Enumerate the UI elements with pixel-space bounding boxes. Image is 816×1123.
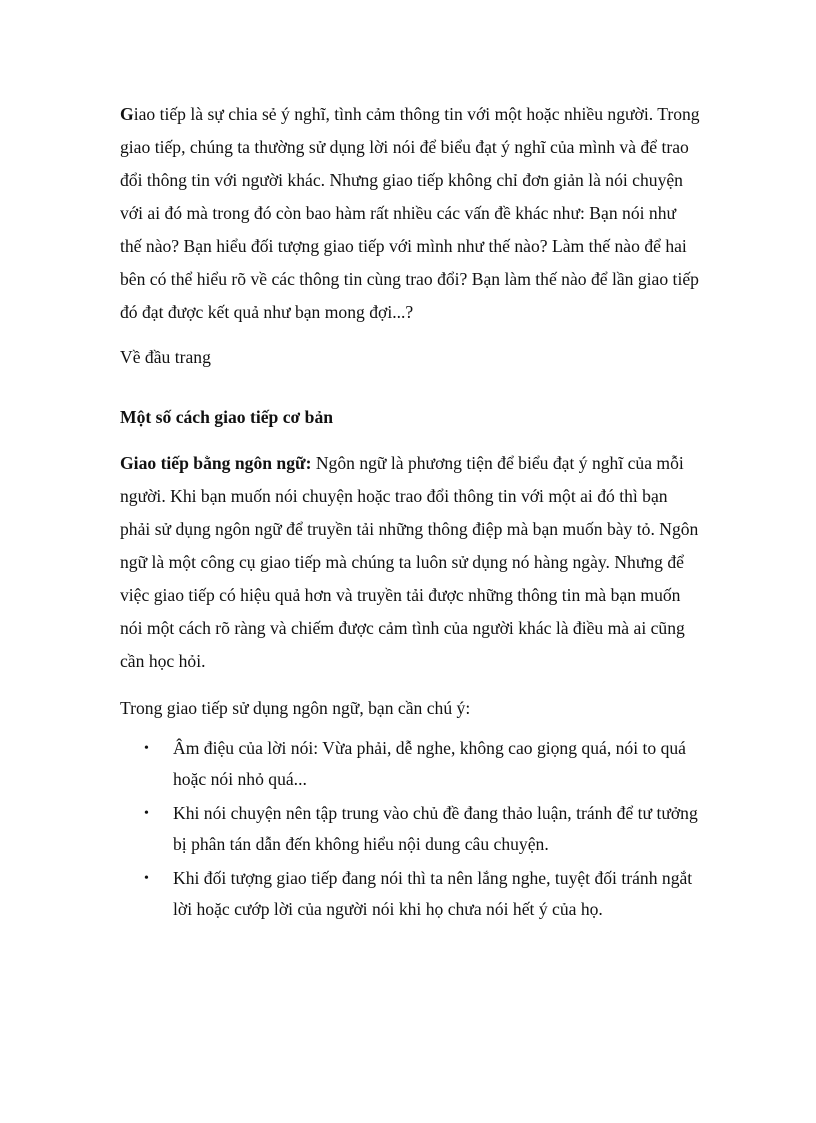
list-item-text: Khi đối tượng giao tiếp đang nói thì ta nên lắng nghe, tuyệt đối tránh ngắt lời hoặc cướp lời của người nói khi họ chưa nói hết ý của họ. <box>173 868 693 919</box>
language-lead: Giao tiếp bằng ngôn ngữ: <box>120 453 312 473</box>
list-item <box>144 863 700 925</box>
intro-first-letter: G <box>120 104 134 124</box>
attention-list <box>120 733 700 925</box>
intro-paragraph <box>120 98 700 329</box>
bullet-icon: • <box>144 741 149 756</box>
back-to-top-link[interactable]: Về đầu trang <box>120 347 211 367</box>
intro-text: iao tiếp là sự chia sẻ ý nghĩ, tình cảm thông tin với một hoặc nhiều người. Trong giao tiếp, chúng ta thường sử dụng lời nói để biểu đạt ý nghĩ của mình và để trao đổi thông tin với người khác. Nhưng giao tiếp không chỉ đơn giản là nói chuyện với ai đó mà trong đó còn bao hàm rất nhiều các vấn đề khác như: Bạn nói như thế nào? Bạn hiểu đối tượng giao tiếp với mình như thế nào? Làm thế nào để hai bên có thể hiểu rõ về các thông tin cùng trao đổi? Bạn làm thế nào để lần giao tiếp đó đạt được kết quả như bạn mong đợi...? <box>120 104 700 322</box>
list-item-text: Âm điệu của lời nói: Vừa phải, dễ nghe, không cao giọng quá, nói to quá hoặc nói nhỏ quá... <box>173 738 686 789</box>
list-item-text: Khi nói chuyện nên tập trung vào chủ đề đang thảo luận, tránh để tư tưởng bị phân tán dẫn đến không hiểu nội dung câu chuyện. <box>173 803 698 854</box>
language-paragraph <box>120 447 700 678</box>
list-item <box>144 798 700 860</box>
document-page <box>120 98 700 928</box>
language-body: Ngôn ngữ là phương tiện để biểu đạt ý nghĩ của mỗi người. Khi bạn muốn nói chuyện hoặc trao đổi thông tin với một ai đó thì bạn phải sử dụng ngôn ngữ để truyền tải những thông điệp mà bạn muốn bày tỏ. Ngôn ngữ là một công cụ giao tiếp mà chúng ta luôn sử dụng nó hàng ngày. Nhưng để việc giao tiếp có hiệu quả hơn và truyền tải được những thông tin mà bạn muốn nói một cách rõ ràng và chiếm được cảm tình của người khác là điều mà ai cũng cần học hỏi. <box>120 453 699 671</box>
section-heading: Một số cách giao tiếp cơ bản <box>120 407 334 427</box>
list-item <box>144 733 700 795</box>
note-intro: Trong giao tiếp sử dụng ngôn ngữ, bạn cần chú ý: <box>120 698 471 718</box>
bullet-icon: • <box>144 871 149 886</box>
bullet-icon: • <box>144 806 149 821</box>
